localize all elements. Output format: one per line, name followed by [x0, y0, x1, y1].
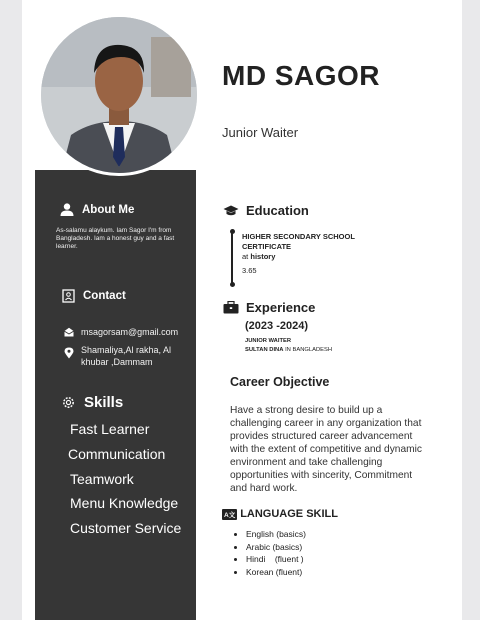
contact-title: Contact	[83, 290, 126, 302]
person-role: Junior Waiter	[222, 125, 299, 140]
language-item: • English (basics)	[246, 528, 306, 541]
skill-item: Fast Learner	[70, 421, 150, 437]
experience-position: JUNIOR WAITER	[245, 338, 292, 344]
gear-icon	[61, 395, 76, 410]
education-subject-row	[242, 252, 275, 261]
skill-item: Teamwork	[70, 471, 134, 487]
language-list	[236, 528, 306, 578]
career-objective-text: Have a strong desire to build up a challenging career in any organization that provides structured career advancement with the extent of competitive and dynamic environment and take challenging opportunities with sincerity, Commitment and hard work.	[230, 405, 422, 494]
about-heading	[60, 203, 134, 216]
skills-title: Skills	[84, 394, 124, 411]
experience-company-row	[245, 347, 332, 353]
contact-card-icon	[62, 289, 75, 303]
education-timeline-dot	[230, 229, 235, 234]
skills-heading	[61, 394, 123, 411]
contact-email[interactable]: msagorsam@gmail.com	[81, 327, 179, 337]
portrait-illustration	[41, 17, 197, 173]
language-item: • Arabic (basics)	[246, 541, 306, 554]
skill-item: Communication	[68, 446, 166, 462]
education-title: Education	[246, 203, 309, 218]
envelope-icon	[64, 327, 74, 337]
skill-item: Menu Knowledge	[70, 495, 179, 511]
language-heading	[222, 508, 338, 520]
language-title: LANGUAGE SKILL	[240, 508, 338, 520]
profile-photo	[38, 14, 200, 176]
experience-period: (2023 -2024)	[245, 320, 308, 332]
contact-address	[81, 344, 171, 368]
skill-item: Customer Service	[70, 520, 182, 536]
education-timeline-line	[231, 232, 233, 284]
briefcase-icon	[223, 301, 239, 314]
experience-location: IN BANGLADESH	[285, 347, 333, 353]
education-at: at	[242, 252, 249, 261]
contact-address-row	[64, 344, 171, 368]
language-item: • Hindi (fluent )	[246, 553, 306, 566]
education-timeline-dot	[230, 282, 235, 287]
education-subject: history	[250, 252, 276, 261]
experience-company: SULTAN DINA	[245, 347, 284, 353]
contact-email-row	[64, 326, 178, 338]
translate-icon: A文	[222, 509, 237, 520]
experience-heading	[223, 300, 315, 315]
person-name: MD SAGOR	[222, 60, 380, 91]
user-icon	[60, 203, 74, 216]
career-objective-heading: Career Objective	[230, 375, 330, 389]
experience-title: Experience	[246, 300, 316, 315]
education-degree-line2: CERTIFICATE	[242, 242, 292, 251]
contact-heading	[62, 289, 126, 303]
graduation-cap-icon	[223, 205, 239, 217]
education-degree-line1: HIGHER SECONDARY SCHOOL	[242, 232, 355, 241]
education-gpa: 3.65	[242, 266, 257, 275]
education-heading	[223, 203, 309, 218]
location-pin-icon	[64, 347, 74, 359]
background-strip	[462, 0, 480, 620]
address-line-2: khubar ,Dammam	[81, 357, 153, 367]
about-title: About Me	[82, 203, 135, 216]
about-text: As-salamu alaykum. Iam Sagor I'm from Bangladesh. Iam a honest guy and a fast learner.	[56, 227, 175, 250]
language-item: • Korean (fluent)	[246, 566, 306, 579]
address-line-1: Shamaliya,Al rakha, Al	[81, 345, 172, 355]
